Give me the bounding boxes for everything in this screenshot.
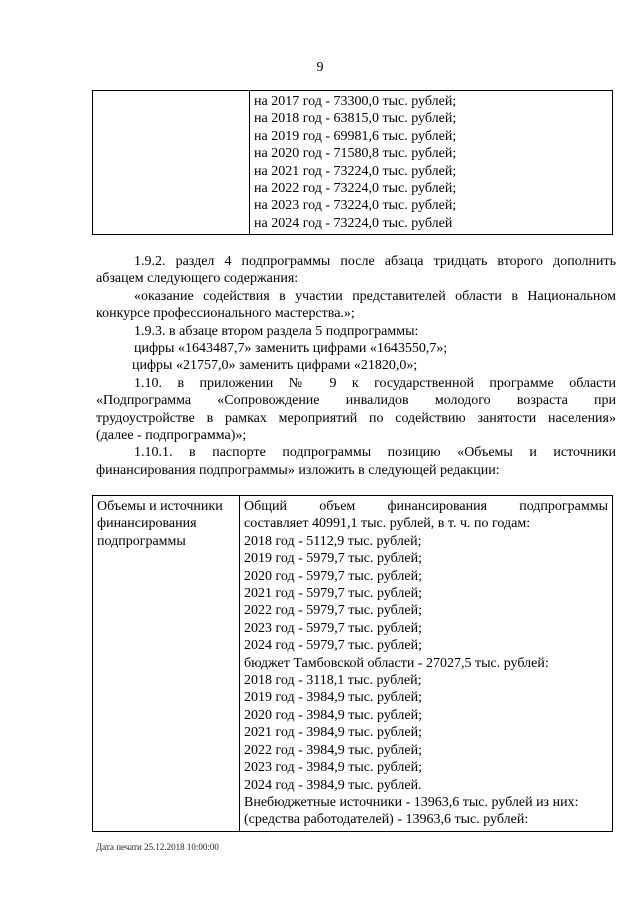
paragraph-line: 1.9.2. раздел 4 подпрограммы после абзаца тридцать второго дополнить [134,254,616,269]
table-line: на 2017 год - 73300,0 тыс. рублей; [254,94,457,109]
paragraph-line: финансирования подпрограммы» изложить в следующей редакции: [96,462,500,478]
table-line: Внебюджетные источники - 13963,6 тыс. рублей из них: [244,794,579,810]
table-line: 2019 год - 3984,9 тыс. рублей; [244,690,423,706]
paragraph-line: «оказание содействия в участии представителей области в Национальном [134,288,616,304]
table-line: 2021 год - 3984,9 тыс. рублей; [244,725,423,741]
table-line: (средства работодателей) - 13963,6 тыс. рублей: [244,812,529,828]
paragraph-line: 1.10. в приложении № 9 к государственной программе области [134,375,616,391]
table-line: 2022 год - 3984,9 тыс. рублей; [244,742,423,758]
table-line: 2023 год - 3984,9 тыс. рублей; [244,760,423,776]
table-cell-position-name [93,496,240,832]
paragraph-line: 1.10.1. в паспорте подпрограммы позицию «Объемы и источники [134,445,616,461]
table-line: 2018 год - 5112,9 тыс. рублей; [244,533,422,549]
table-line: на 2021 год - 73224,0 тыс. рублей; [254,163,457,179]
table-line: Объемы и источники [97,499,223,514]
table-line: подпрограммы [97,533,186,549]
table-line: на 2024 год - 73224,0 тыс. рублей [254,215,453,231]
table-line: на 2020 год - 71580,8 тыс. рублей; [254,146,457,162]
paragraph-line: 1.9.3. в абзаце втором раздела 5 подпрограммы: [134,323,419,339]
document-body [96,253,616,479]
table-cell-empty [93,91,250,235]
paragraph-line: (далее - подпрограмма)»; [96,428,247,444]
table-line: 2023 год - 5979,7 тыс. рублей; [244,620,423,636]
table-line: 2018 год - 3118,1 тыс. рублей; [244,673,422,689]
paragraph-line: цифры «1643487,7» заменить цифрами «1643550,7»; [134,341,448,357]
funding-sources-table [92,495,613,832]
table-line: на 2022 год - 73224,0 тыс. рублей; [254,181,457,197]
paragraph-line: «Подпрограмма «Сопровождение инвалидов молодого возраста при [96,393,616,409]
table-line: 2021 год - 5979,7 тыс. рублей; [244,586,423,602]
paragraph-line: конкурсе профессионального мастерства.»; [96,306,355,322]
table-line: 2022 год - 5979,7 тыс. рублей; [244,603,423,619]
page-number: 9 [316,60,324,75]
table-line: на 2023 год - 73224,0 тыс. рублей; [254,198,457,214]
table-line: 2020 год - 5979,7 тыс. рублей; [244,568,423,584]
table-line: 2020 год - 3984,9 тыс. рублей; [244,707,423,723]
table-line: на 2018 год - 63815,0 тыс. рублей; [254,111,457,127]
table-cell-funding-by-year [250,91,613,235]
table-line: 2024 год - 3984,9 тыс. рублей. [244,777,422,793]
table-line: составляет 40991,1 тыс. рублей, в т. ч. по годам: [244,516,531,532]
table-line: Общий объем финансирования подпрограммы [244,499,608,514]
paragraph-line: цифры «21757,0» заменить цифрами «21820,0»; [132,358,418,374]
funding-table-continued [92,90,613,235]
paragraph-line: абзацем следующего содержания: [96,271,299,287]
table-line: 2019 год - 5979,7 тыс. рублей; [244,551,423,567]
table-line: на 2019 год - 69981,6 тыс. рублей; [254,128,457,144]
table-cell-position-content [240,496,613,832]
print-date: Дата печати 25.12.2018 10:00:00 [96,842,219,852]
table-line: бюджет Тамбовской области - 27027,5 тыс. рублей: [244,655,549,671]
table-line: 2024 год - 5979,7 тыс. рублей; [244,638,423,654]
table-line: финансирования [97,516,197,532]
paragraph-line: трудоустройстве в рамках мероприятий по содействию занятости населения» [96,410,616,426]
